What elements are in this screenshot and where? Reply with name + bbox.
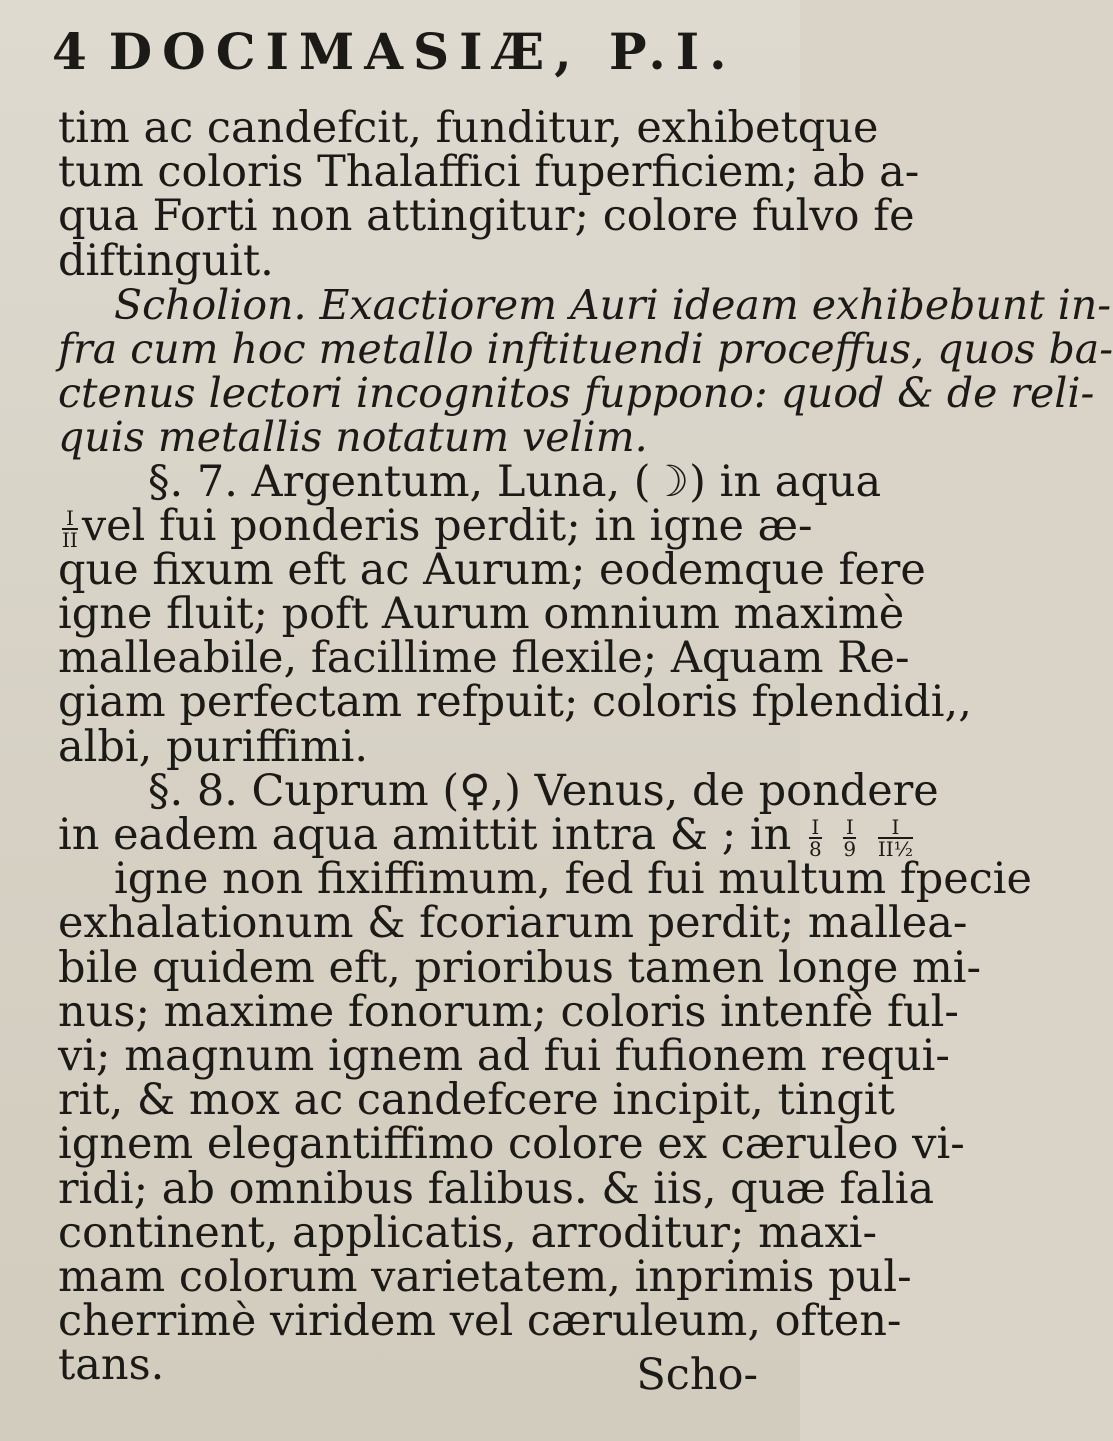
text-line: in eadem aqua amittit intra & ; in bbox=[58, 810, 792, 860]
body-text bbox=[58, 103, 1113, 1391]
fraction: $\frac{I}{II}$ bbox=[62, 505, 78, 552]
text-line: tim ac candefcit, funditur, exhibetque bbox=[58, 103, 879, 153]
text-line: qua Forti non attingitur; colore fulvo fe bbox=[58, 191, 915, 242]
text-line: continent, applicatis, arroditur; maxi- bbox=[58, 1207, 878, 1258]
text-line: vi; magnum ignem ad fui fufionem requi- bbox=[58, 1030, 950, 1081]
scholion-line: quis metallis notatum velim. bbox=[58, 413, 648, 462]
text-line: tans. bbox=[58, 1340, 165, 1391]
text-line: vel fui ponderis perdit; in igne æ- bbox=[81, 500, 813, 551]
text-line: rit, & mox ac candefcere incipit, tingit bbox=[58, 1075, 895, 1126]
text-line: que fixum eft ac Aurum; eodemque fere bbox=[58, 544, 926, 595]
text-line: mam colorum varietatem, inprimis pul- bbox=[58, 1251, 912, 1302]
catchword: Scho- bbox=[636, 1350, 758, 1400]
text-line: giam perfectam refpuit; coloris fplendidi,, bbox=[58, 677, 972, 728]
fraction-line bbox=[58, 810, 914, 861]
running-title: DOCIMASIÆ, P.I. bbox=[108, 22, 737, 81]
text-line: exhalationum & fcoriarum perdit; mallea- bbox=[58, 898, 968, 949]
scholion-line: Scholion. Exactiorem Auri ideam exhibebunt in- bbox=[114, 280, 1112, 329]
text-line: igne non fixiffimum, fed fui multum fpecie bbox=[114, 854, 1032, 905]
section-heading-line: §. 7. Argentum, Luna, (☽) in aqua bbox=[148, 456, 882, 507]
scholion-line: ctenus lectori incognitos fuppono: quod & de reli- bbox=[58, 369, 1095, 418]
scholion-line: fra cum hoc metallo inftituendi proceffus, quos ba- bbox=[58, 324, 1113, 373]
section-heading-line: §. 8. Cuprum (♀,) Venus, de pondere bbox=[148, 765, 939, 816]
fraction: $\frac{I}{8}$ bbox=[809, 815, 822, 861]
text-line: igne fluit; poft Aurum omnium maximè bbox=[58, 589, 905, 640]
text-line: ridi; ab omnibus falibus. & iis, quæ falia bbox=[58, 1163, 935, 1214]
text-line: tum coloris Thalaffici fuperficiem; ab a- bbox=[58, 147, 920, 198]
page-number: 4 bbox=[52, 22, 87, 81]
running-header bbox=[52, 22, 792, 81]
text-line: cherrimè viridem vel cæruleum, often- bbox=[58, 1296, 902, 1347]
text-line: albi, puriffimi. bbox=[58, 721, 369, 772]
text-line: ignem elegantiffimo colore ex cæruleo vi- bbox=[58, 1119, 965, 1170]
fraction: $\frac{I}{\text{II½}}$ bbox=[877, 815, 914, 861]
text-line: diftinguit. bbox=[58, 235, 274, 286]
fraction: $\frac{I}{9}$ bbox=[843, 815, 857, 861]
text-line: malleabile, facillime flexile; Aquam Re- bbox=[58, 633, 910, 684]
text-line: nus; maxime fonorum; coloris intenfè ful- bbox=[58, 986, 959, 1037]
text-line: bile quidem eft, prioribus tamen longe mi- bbox=[58, 942, 982, 993]
fraction-line bbox=[58, 500, 813, 552]
